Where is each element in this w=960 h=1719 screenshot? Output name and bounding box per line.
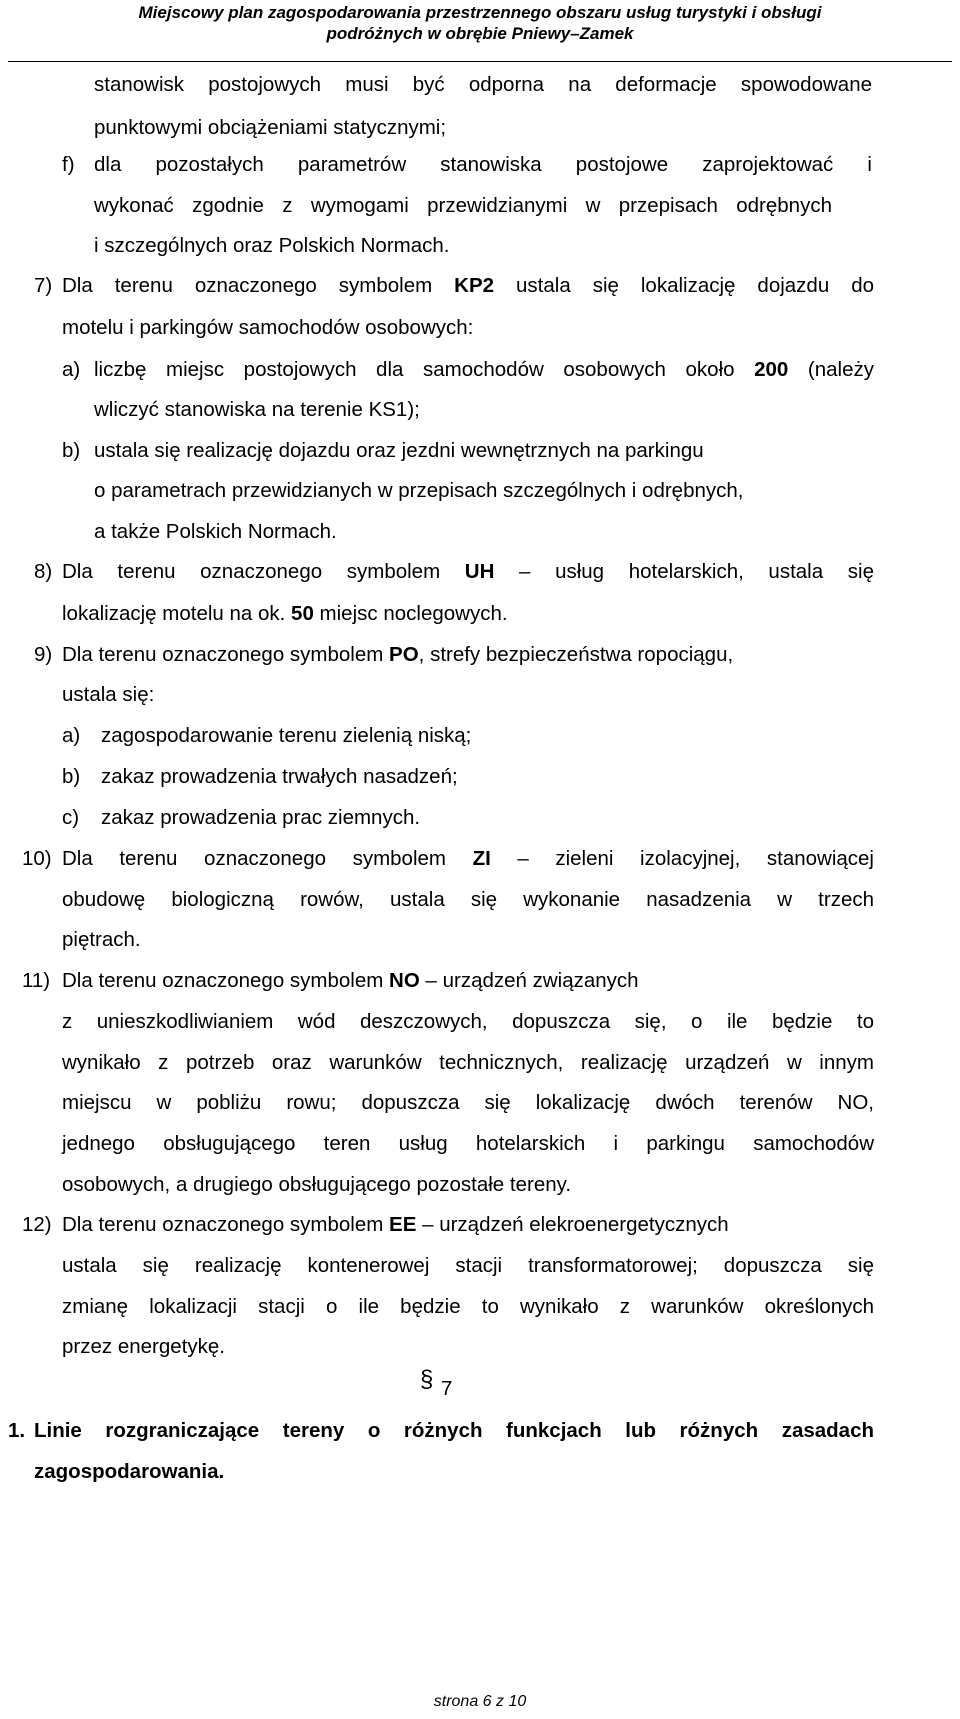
item-marker: a) [62,358,81,381]
item-marker: f) [62,153,75,176]
item-marker: b) [62,765,81,788]
item-marker: a) [62,724,81,747]
text-line: miejscu w pobliżu rowu; dopuszcza się lokalizację dwóch terenów NO, [62,1091,874,1114]
item-marker: 9) [34,643,53,666]
section-sign: § [420,1366,434,1393]
text-line: piętrach. [62,928,141,951]
text-line: Dla terenu oznaczonego symbolem KP2 ustala się lokalizację dojazdu do [62,274,874,297]
text-line: wliczyć stanowiska na terenie KS1); [94,398,420,421]
text-line: Dla terenu oznaczonego symbolem UH – usług hotelarskich, ustala się [62,560,874,583]
text-line: przez energetykę. [62,1335,225,1358]
text-line: Dla terenu oznaczonego symbolem EE – urządzeń elekroenergetycznych [62,1213,729,1236]
header-rule [8,61,952,62]
item-marker: 7) [34,274,53,297]
text-line: ustala się realizację dojazdu oraz jezdni wewnętrznych na parkingu [94,439,704,462]
text-line: a także Polskich Normach. [94,520,337,543]
text-line: zagospodarowania. [34,1460,225,1483]
item-marker: b) [62,439,81,462]
item-marker: 10) [22,847,52,870]
text-line: z unieszkodliwianiem wód deszczowych, dopuszcza się, o ile będzie to [62,1010,874,1033]
text-line: o parametrach przewidzianych w przepisach szczególnych i odrębnych, [94,479,744,502]
text-line: Linie rozgraniczające tereny o różnych funkcjach lub różnych zasadach [34,1419,874,1442]
text-line: zakaz prowadzenia trwałych nasadzeń; [101,765,458,788]
text-line: lokalizację motelu na ok. 50 miejsc noclegowych. [62,602,508,625]
page-footer: strona 6 z 10 [433,1693,527,1710]
item-marker: 1. [8,1419,26,1442]
text-line: wykonać zgodnie z wymogami przewidzianymi w przepisach odrębnych [94,194,832,217]
text-line: dla pozostałych parametrów stanowiska postojowe zaprojektować i [94,153,872,176]
header-line-1: Miejscowy plan zagospodarowania przestrzennego obszaru usług turystyki i obsługi [138,3,822,22]
text-line: motelu i parkingów samochodów osobowych: [62,316,474,339]
text-line: punktowymi obciążeniami statycznymi; [94,116,447,139]
item-marker: c) [62,806,80,829]
item-marker: 11) [22,969,51,992]
text-line: i szczególnych oraz Polskich Normach. [94,234,450,257]
section-number: 7 [441,1377,453,1400]
text-line: ustala się: [62,683,155,706]
text-line: liczbę miejsc postojowych dla samochodów osobowych około 200 (należy [94,358,875,381]
text-line: zagospodarowanie terenu zielenią niską; [101,724,472,747]
text-line: osobowych, a drugiego obsługującego pozostałe tereny. [62,1173,572,1196]
item-marker: 12) [22,1213,52,1236]
text-line: jednego obsługującego teren usług hotelarskich i parkingu samochodów [62,1132,874,1155]
text-line: Dla terenu oznaczonego symbolem ZI – zieleni izolacyjnej, stanowiącej [62,847,874,870]
text-line: wynikało z potrzeb oraz warunków technicznych, realizację urządzeń w innym [62,1051,874,1074]
text-line: Dla terenu oznaczonego symbolem PO, strefy bezpieczeństwa ropociągu, [62,643,734,666]
text-line: Dla terenu oznaczonego symbolem NO – urządzeń związanych [62,969,639,992]
text-line: zmianę lokalizacji stacji o ile będzie to wynikało z warunków określonych [62,1295,874,1318]
text-line: ustala się realizację kontenerowej stacji transformatorowej; dopuszcza się [62,1254,874,1277]
header-line-2: podróżnych w obrębie Pniewy–Zamek [326,24,634,43]
text-line: zakaz prowadzenia prac ziemnych. [101,806,421,829]
text-line: obudowę biologiczną rowów, ustala się wykonanie nasadzenia w trzech [62,888,874,911]
item-marker: 8) [34,560,53,583]
text-line: stanowisk postojowych musi być odporna na deformacje spowodowane [94,73,872,96]
